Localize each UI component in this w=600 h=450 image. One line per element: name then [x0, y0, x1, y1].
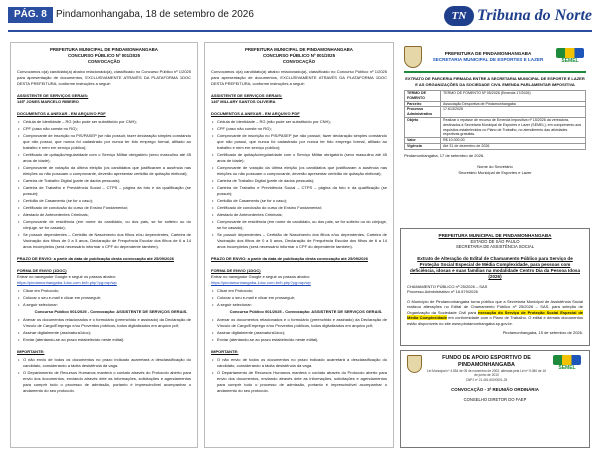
city-crest-icon: [407, 355, 422, 373]
notice-title-line: CONCURSO PÚBLICO Nº 001/2025: [262, 53, 336, 58]
header-divider: [8, 30, 592, 32]
list-item: • Anexar os documentos relacionados e o formulário (preenchido e assinado) da Declaração de Vínculo de Cargo/Emprego e/ou Proventos públicos, todos digitalizados em arquivo pdf;: [23, 317, 191, 329]
public-call-ref: CHAMAMENTO PÚBLICO nº 25/2026 – SAS: [407, 283, 488, 289]
list-item: • O Departamento de Recursos Humanos manterá o contato através do Protocolo aberto para envio dos documentos, enviando através dele as informações, solicitações e agendamentos para cumprir todo o processo de admissão, portanto é imprescindível acompanhar o andamento do seu protocolo.: [23, 370, 191, 394]
extract-title: EXTRATO DE PARCERIA FIRMADA ENTRE A SECRETARIA MUNICIPAL DE ESPORTE E LAZER E AS ORGANIZAÇÕES DA SOCIEDADE CIVIL EMENDA PARLAMENTAR IMPOSITIVA: [405, 76, 585, 87]
logo-mark-icon: TN: [444, 6, 474, 26]
table-row: [405, 117, 586, 137]
semel-logo-text: SEMEL: [561, 58, 579, 64]
logo-text: Tribuna do Norte: [477, 7, 592, 24]
table-cell: Objeto: [405, 117, 441, 137]
newspaper-logo[interactable]: [444, 5, 592, 27]
docs-list: [211, 119, 387, 250]
divider: [404, 71, 586, 73]
sub-step: Concurso Público 001/2025 - Convocação: ASSISTENTE DE SERVIÇOS GERAIS.: [34, 309, 188, 314]
faep-law: Lei Municipal nº 4.554 de 05 de novembro de 2003, alterada pela Lei nº 5.080 de 16 de junho de 2010: [427, 369, 546, 378]
semel-logo-bar: [556, 48, 584, 58]
list-item: • Colocar o seu e-mail e clicar em prosseguir;: [217, 295, 387, 301]
body-text: O Município de Pindamonhangaba torna público que a Secretaria Municipal de Assistência Social realizou alterações no Edital de Chamamento Público nº 25/2026 – SAS, para seleção de Organização da Sociedade Civil para: [407, 298, 583, 315]
public-call-title: PREFEITURA MUNICIPAL DE PINDAMONHANGABA: [438, 233, 552, 238]
list-item: • Colocar o seu e-mail e clicar em prosseguir;: [23, 295, 191, 301]
form-heading: FORMA DE ENVIO (1DOC): [17, 268, 67, 273]
list-item: • Certidão de Casamento (se for o caso);: [217, 198, 387, 204]
faep-title: FUNDO DE APOIO ESPORTIVO DE PINDAMONHANGABA: [442, 355, 531, 368]
faep-title-block: [426, 355, 547, 382]
important-list: [211, 357, 387, 394]
list-item: • Cédula de Identidade – RG (não pode ser substituído por CNH);: [23, 119, 191, 125]
list-item: • Carteira de Trabalho e Previdência Social – CTPS – página da foto e da qualificação (se possuir);: [217, 185, 387, 197]
list-item: • Enviar (atentando-se ao prazo estabelecido neste edital).: [23, 337, 191, 343]
notice-intro: Convocamos o(a) candidato(a) abaixo relacionado(a), classificado no Concurso Público nº 1/2025 para apresentação de documentos, EXCLUSIVAMENTE ATRAVÉS DA PLATAFORMA 1DOC DESTA PREFEITURA, conforme instruções a seguir:: [211, 69, 387, 86]
public-call-headline: [407, 256, 583, 280]
list-item: • O não envio de todos os documentos no prazo indicado acarretará a desclassificação do candidato, considerando a tácita desistência da vaga.: [217, 357, 387, 369]
semel-partnership-extract: [400, 42, 590, 224]
extract-table: [404, 90, 586, 150]
page-header: [0, 0, 600, 34]
place-date: Pindamonhangaba, 17 de setembro de 2026.: [404, 152, 485, 158]
protocol-link[interactable]: https://pindamonhangaba.1doc.com.br/b.php?pg=wp/wp: [211, 280, 311, 285]
table-cell: 17.613/2026: [441, 107, 586, 118]
table-cell: Vigência: [405, 143, 441, 149]
list-item: • Certificado de quitação/regularidade com o Serviço Militar obrigatório (sexo masculino até 45 anos de idade);: [23, 152, 191, 164]
important-heading: IMPORTANTE:: [17, 349, 45, 354]
semel-logo-text: SEMEL: [558, 365, 576, 371]
steps-list: [17, 317, 191, 343]
signature-block: [404, 164, 586, 175]
place-date: Pindamonhangaba, 15 de setembro de 2026.: [502, 330, 583, 335]
steps-list: [211, 317, 387, 343]
faep-board: CONSELHO DIRETOR DO FAEP: [463, 396, 527, 402]
table-cell: Parceiro: [405, 101, 441, 107]
important-heading: IMPORTANTE:: [211, 349, 239, 354]
table-cell: Associação Desportiva de Pindamonhangaba: [441, 101, 586, 107]
role-heading: ASSISTENTE DE SERVIÇOS GERAIS:: [211, 93, 283, 98]
candidate-name: 145º JONES MARCELO RIBEIRO: [17, 99, 79, 104]
deadline: PRAZO DE ENVIO: a partir da data de publicação desta convocação até 25/09/2026: [211, 256, 368, 261]
steps-list: [17, 288, 191, 308]
important-list: [17, 357, 191, 394]
public-call-dept: SECRETARIA DE ASSISTÊNCIA SOCIAL: [455, 244, 535, 249]
docs-heading: DOCUMENTOS A ANEXAR - EM ARQUIVO PDF: [211, 111, 300, 116]
list-item: • CPF (caso não conste no RG);: [217, 126, 387, 132]
list-item: • Enviar (atentando-se ao prazo estabelecido neste edital).: [217, 337, 387, 343]
faep-convocation-title: CONVOCAÇÃO - 3ª REUNIÃO ORDINÁRIA: [451, 387, 539, 393]
list-item: • Certificado de conclusão do curso de Ensino Fundamental;: [23, 205, 191, 211]
faep-header: [407, 355, 583, 382]
candidate-name: 146º MILLARY SANTOS OLIVEIRA: [211, 99, 276, 104]
list-item: • Comprovante de votação da última eleição (os candidatos que justificaram a ausência nas eleições ou não possuam o comprovante, deverão apresentar certidão de quitação eleitoral);: [23, 165, 191, 177]
list-item: • Se possuir dependentes – Certidão de Nascimento dos filhos e/ou dependentes, Carteira de Vacinação dos filhos de 0 a 5 anos, Declaração de Frequência Escolar dos filhos de 6 a 14 anos incompletos (será necessário informar o CPF do dependente também).: [23, 232, 191, 250]
list-item: • Carteira de Trabalho Digital (parte de dados pessoais);: [23, 178, 191, 184]
list-item: • Certificado de quitação/regularidade com o Serviço Militar obrigatório (sexo masculino até 45 anos de idade);: [217, 152, 387, 164]
list-item: • Se possuir dependentes – Certidão de Nascimento dos filhos e/ou dependentes, Carteira de Vacinação dos filhos de 0 a 5 anos, Declaração de Frequência Escolar dos filhos de 6 a 14 anos incompletos (será necessário informar o CPF do dependente também).: [217, 232, 387, 250]
semel-logo-icon: [551, 355, 583, 373]
semel-header: [404, 46, 586, 68]
protocol-link[interactable]: https://pindamonhangaba.1doc.com.br/b.php?pg=wp/wp: [17, 280, 117, 285]
semel-logo-icon: [554, 48, 586, 66]
deadline: PRAZO DE ENVIO: a partir da data de publicação desta convocação até 25/09/2026: [17, 256, 174, 261]
public-call-headline-text: Extrato de Alteração do Edital de Chamamento Público para Serviço de Proteção Social Especial de Média Complexidade, para pessoas com deficiência, idosas e suas famílias na modalidade Centro Dia da Pessoa Idosa (2026): [409, 255, 581, 279]
table-cell: TERMO DE FOMENTO Nº 05/2026 (Emenda 17/2026): [441, 91, 586, 102]
body-text: em conformidade com o Plano de Trabalho. O edital e demais documentos estão disponíveis no site www.pindamonhangaba.sp.gov.br.: [407, 315, 583, 326]
notice-title-line: PREFEITURA MUNICIPAL DE PINDAMONHANGABA: [245, 47, 353, 52]
list-item: • A seguir selecionar:: [23, 302, 191, 308]
table-cell: TERMO DE FOMENTO: [405, 91, 441, 102]
list-item: • Clicar em Protocolo;: [23, 288, 191, 294]
notice-title-line: CONVOCAÇÃO: [87, 59, 121, 64]
list-item: • Assinar digitalmente (assinatura1doc);: [23, 330, 191, 336]
table-cell: R$ 10.000,00: [441, 138, 586, 144]
edition-date: Pindamonhangaba, 18 de setembro de 2026: [56, 9, 254, 20]
list-item: • Certidão de Casamento (se for o caso);: [23, 198, 191, 204]
notice-title-line: CONVOCAÇÃO: [282, 59, 316, 64]
list-item: • Atestado de Antecedentes Criminais;: [23, 212, 191, 218]
sub-step: Concurso Público 001/2025 - Convocação: ASSISTENTE DE SERVIÇOS GERAIS.: [229, 309, 383, 314]
page-number-badge: PÁG. 8: [8, 7, 53, 23]
convocation-notice-1: [10, 42, 198, 448]
list-item: • Clicar em Protocolo;: [217, 288, 387, 294]
signer-name: Nome do Secretário: [477, 164, 513, 170]
list-item: • Comprovante de inscrição no PIS/PASEP (se não possuir, fazer declaração simples constando que não possui, que nunca foi cadastrado por nunca ter tido emprego formal, afiliado ao trabalho e nem em serviço público);: [217, 133, 387, 151]
table-cell: Até 31 de dezembro de 2026: [441, 143, 586, 149]
list-item: • Atestado de Antecedentes Criminais;: [217, 212, 387, 218]
list-item: • Carteira de Trabalho e Previdência Social – CTPS – página da foto e da qualificação (se possuir);: [23, 185, 191, 197]
list-item: • A seguir selecionar:: [217, 302, 387, 308]
public-call-extract: [400, 228, 590, 346]
list-item: • Anexar os documentos relacionados e o formulário (preenchido e assinado) da Declaração de Vínculo de Cargo/Emprego e/ou Proventos públicos, todos digitalizados em arquivo pdf;: [217, 317, 387, 329]
form-intro: Entrar no navegador Google e seguir os passos abaixo:: [211, 274, 310, 279]
list-item: • CPF (caso não conste no RG);: [23, 126, 191, 132]
list-item: • Comprovante de residência (em nome do candidato, ou dos pais, se for solteiro ou do cônjuge, se for casado);: [23, 219, 191, 231]
notice-title: [211, 47, 387, 65]
public-call-body: [407, 299, 583, 327]
faep-cnpj: CNPJ nº 21.461.600/0001-25: [465, 377, 508, 382]
list-item: • Certificado de conclusão do curso de Ensino Fundamental;: [217, 205, 387, 211]
convocation-notice-2: [204, 42, 394, 448]
docs-heading: DOCUMENTOS A ANEXAR - EM ARQUIVO PDF: [17, 111, 106, 116]
list-item: • Assinar digitalmente (assinatura1doc);: [217, 330, 387, 336]
body-highlight: execução do Serviço de Proteção Social Especial de Média Complexidade: [407, 309, 584, 320]
form-intro: Entrar no navegador Google e seguir os passos abaixo:: [17, 274, 116, 279]
list-item: • Cédula de Identidade – RG (não pode ser substituído por CNH);: [217, 119, 387, 125]
table-cell: Realizar o repasse de recurso de Emenda Impositiva nº 15/2026 da vereadora, destinados à Secretaria Municipal de Esportes e Lazer (SEMEL), em cumprimento aos requisitos estabelecidos no Plano de Trabalho, no atendimento das atividades esportivas gratuitas.: [441, 117, 586, 137]
notice-title-line: PREFEITURA MUNICIPAL DE PINDAMONHANGABA: [50, 47, 158, 52]
notice-title-line: CONCURSO PÚBLICO Nº 001/2025: [67, 53, 141, 58]
table-cell: Processo Administrativo: [405, 107, 441, 118]
semel-title: PREFEITURA DE PINDAMONHANGABA: [444, 51, 532, 56]
public-call-process: Processo Administrativo nº 16.579/2026: [407, 289, 478, 294]
public-call-state: ESTADO DE SÃO PAULO: [470, 238, 520, 244]
semel-logo-bar: [553, 355, 581, 365]
table-row: [405, 107, 586, 118]
list-item: • O Departamento de Recursos Humanos manterá o contato através do Protocolo aberto para envio dos documentos, enviando através dele as informações, solicitações e agendamentos para cumprir todo o processo de admissão, portanto é imprescindível acompanhar o andamento do seu protocolo.: [217, 370, 387, 394]
semel-titles: [433, 51, 544, 63]
table-cell: Valor: [405, 138, 441, 144]
list-item: • Carteira de Trabalho Digital (parte de dados pessoais);: [217, 178, 387, 184]
list-item: • Comprovante de residência (em nome do candidato, ou dos pais, se for solteiro ou do cônjuge, se for casado);: [217, 219, 387, 231]
notice-intro: Convocamos o(a) candidato(a) abaixo relacionado(a), classificado no Concurso Público nº 1/2025 para apresentação de documentos, EXCLUSIVAMENTE ATRAVÉS DA PLATAFORMA 1DOC DESTA PREFEITURA, conforme instruções a seguir:: [17, 69, 191, 86]
list-item: • Comprovante de votação da última eleição (os candidatos que justificaram a ausência nas eleições ou não possuam o comprovante, deverão apresentar certidão de quitação eleitoral);: [217, 165, 387, 177]
city-crest-icon: [404, 46, 422, 68]
table-row: [405, 91, 586, 102]
table-row: [405, 143, 586, 149]
notice-title: [17, 47, 191, 65]
steps-list: [211, 288, 387, 308]
role-heading: ASSISTENTE DE SERVIÇOS GERAIS:: [17, 93, 89, 98]
list-item: • Comprovante de inscrição no PIS/PASEP (se não possuir, fazer declaração simples constando que não possui, que nunca foi cadastrado por nunca ter tido emprego formal, afiliado ao trabalho e nem em serviço público);: [23, 133, 191, 151]
list-item: • O não envio de todos os documentos no prazo indicado acarretará a desclassificação do candidato, considerando a tácita desistência da vaga.: [23, 357, 191, 369]
semel-subtitle: SECRETARIA MUNICIPAL DE ESPORTES E LAZER: [432, 57, 544, 62]
form-heading: FORMA DE ENVIO (1DOC): [211, 268, 261, 273]
signer-role: Secretário Municipal de Esportes e Lazer: [458, 169, 532, 175]
docs-list: [17, 119, 191, 250]
faep-convocation: [400, 350, 590, 448]
